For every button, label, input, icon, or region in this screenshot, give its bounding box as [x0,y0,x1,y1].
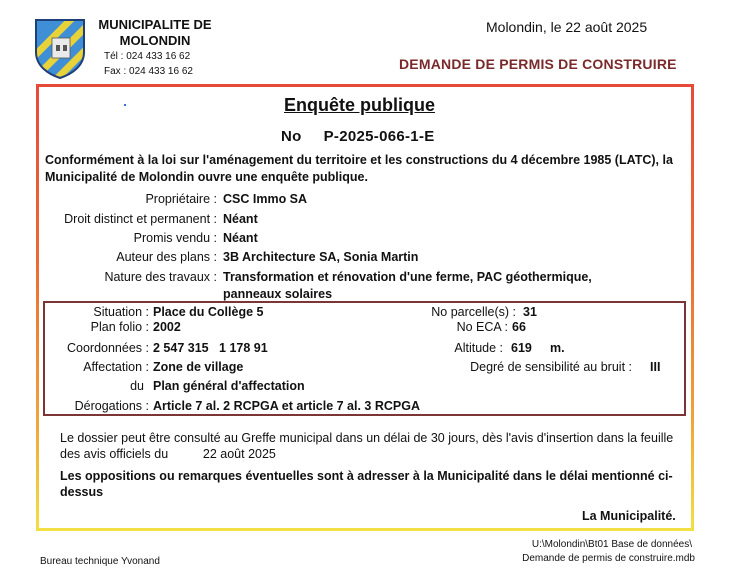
plan-folio-label: Plan folio : [90,320,149,334]
fax-number: Fax : 024 433 16 62 [104,66,193,77]
owner-label: Propriétaire : [145,192,217,206]
eca-value: 66 [512,320,526,334]
zoning-label: Affectation : [83,360,149,374]
footer-office: Bureau technique Yvonand [40,556,160,567]
document-type-heading: DEMANDE DE PERMIS DE CONSTRUIRE [399,56,677,72]
zoning-plan-value: Plan général d'affectation [153,379,305,393]
eca-label: No ECA : [456,320,508,334]
noise-sensitivity-label: Degré de sensibilité au bruit : [470,360,632,374]
plan-folio-value: 2002 [153,320,181,334]
footer-path-line1: U:\Molondin\Bt01 Base de données\ [531,539,692,550]
parcels-value: 31 [523,305,537,319]
promised-sale-value: Néant [223,231,258,245]
coordinates-label: Coordonnées : [66,341,149,355]
distinct-right-label: Droit distinct et permanent : [64,212,217,226]
situation-value: Place du Collège 5 [153,305,264,319]
zoning-value: Zone de village [153,360,244,374]
signature: La Municipalité. [582,509,676,523]
promised-sale-label: Promis vendu : [133,231,217,245]
works-label: Nature des travaux : [104,270,217,284]
works-value-line1: Transformation et rénovation d'une ferme, PAC géothermique, [223,270,592,284]
works-value-line2: panneaux solaires [223,287,333,301]
notice-intro: Conformément à la loi sur l'aménagement du territoire et les constructions du 4 décembre 1985 (LATC), la Municipalité de Molondin ouvre une enquête publique. [45,153,673,184]
document-date: Molondin, le 22 août 2025 [486,19,648,35]
noise-sensitivity-value: III [650,360,661,374]
plans-author-value: 3B Architecture SA, Sonia Martin [223,250,419,264]
derogations-label: Dérogations : [74,399,149,413]
altitude-value: 619 [511,341,532,355]
scan-speck [124,104,126,106]
parcels-label: No parcelle(s) : [431,305,516,319]
notice-number [281,128,435,145]
oppositions-text: Les oppositions ou remarques éventuelles sont à adresser à la Municipalité dans le délai mentionné ci-dessus [60,469,673,499]
situation-label: Situation : [93,305,149,319]
municipality-name-line2: MOLONDIN [119,33,191,48]
phone-number: Tél : 024 433 16 62 [104,51,191,62]
consultation-text: Le dossier peut être consulté au Greffe municipal dans un délai de 30 jours, dès l'avis d'insertion dans la feuille des avis officiels du 22 août 2025 [60,431,677,461]
owner-value: CSC Immo SA [223,192,308,206]
municipal-crest-icon [34,18,86,80]
altitude-unit: m. [550,341,565,355]
distinct-right-value: Néant [223,212,258,226]
altitude-label: Altitude : [454,341,503,355]
notice-number-label: No [281,128,302,145]
notice-number-value: P-2025-066-1-E [323,128,435,145]
derogations-value: Article 7 al. 2 RCPGA et article 7 al. 3 RCPGA [153,399,420,413]
plans-author-label: Auteur des plans : [116,250,217,264]
notice-title: Enquête publique [284,95,435,115]
coordinates-value: 2 547 315 1 178 91 [153,341,268,355]
footer-path-line2: Demande de permis de construire.mdb [522,553,695,564]
zoning-du-label: du [130,379,144,393]
municipality-name-line1: MUNICIPALITE DE [98,17,212,32]
